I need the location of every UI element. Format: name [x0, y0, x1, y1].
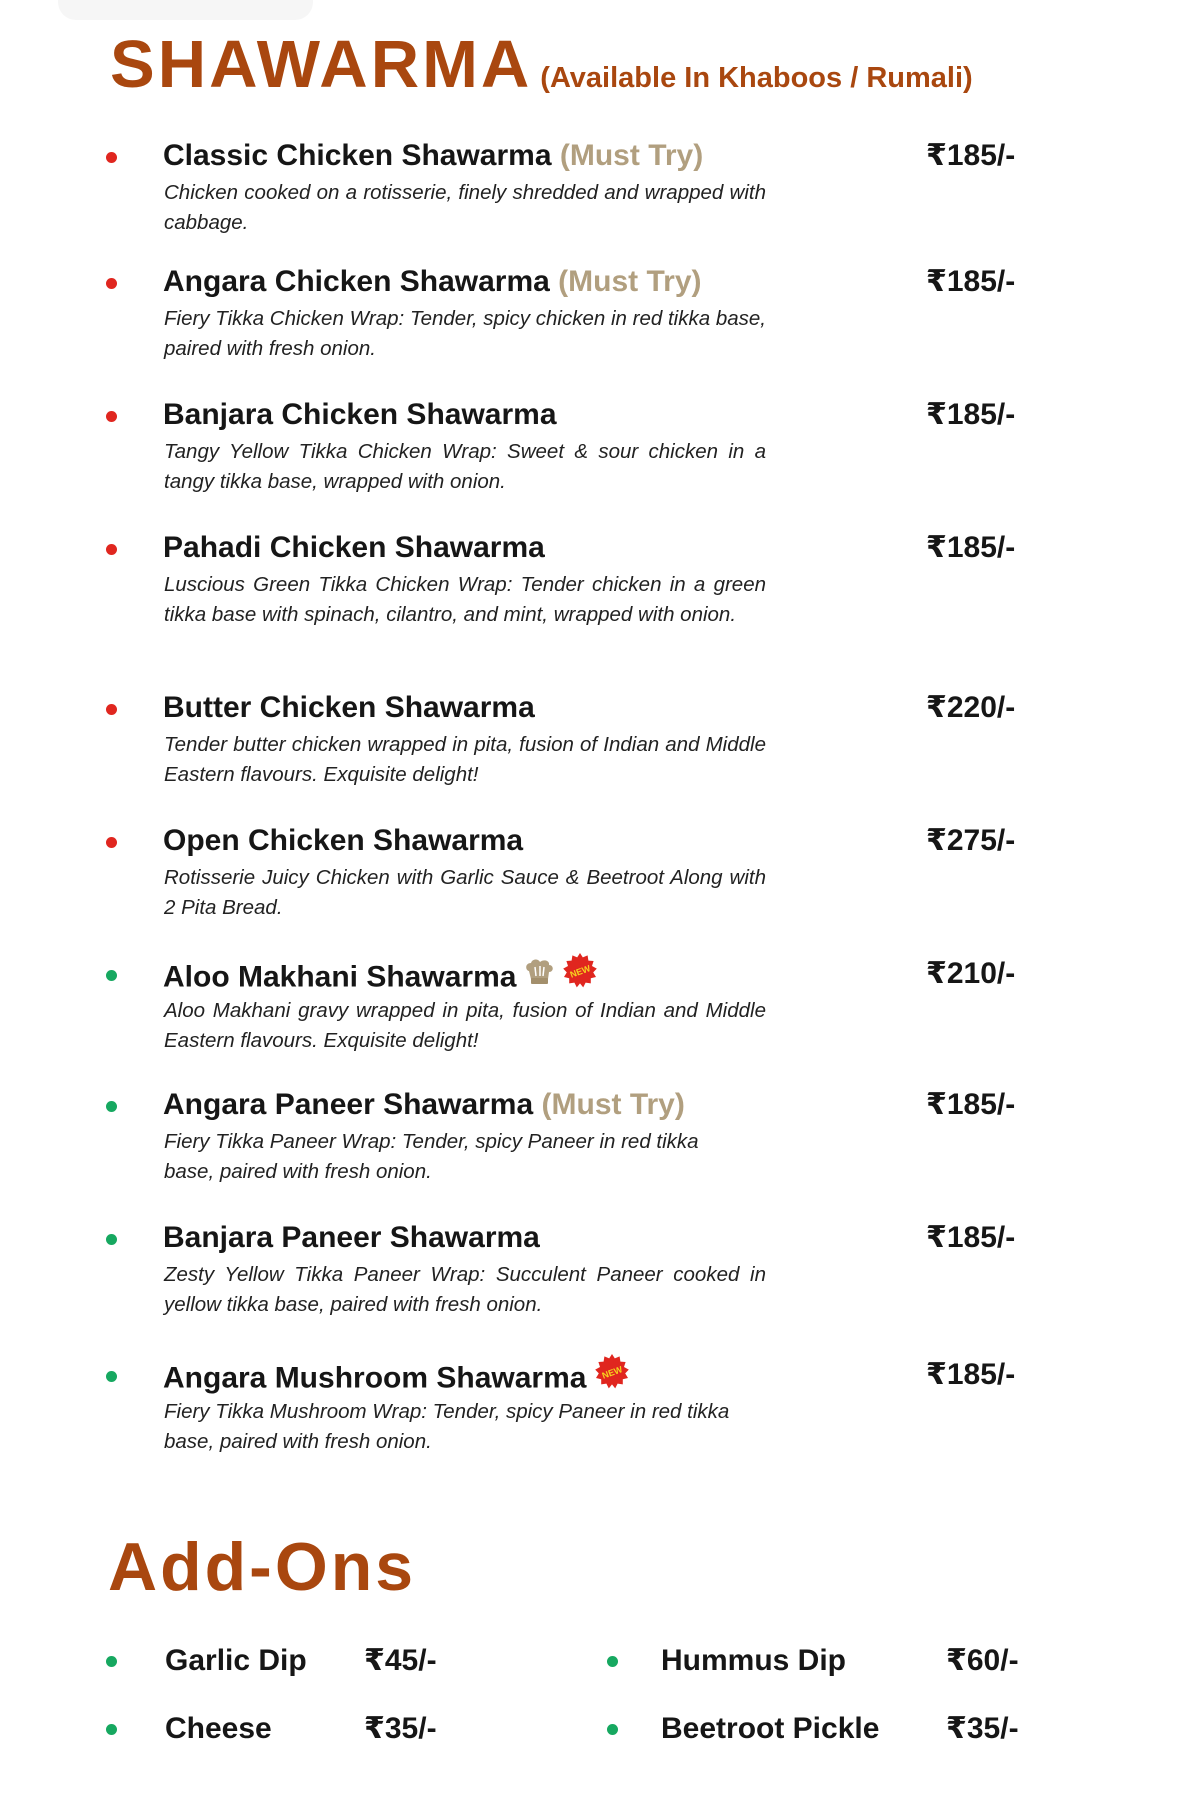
- veg-bullet-icon: [607, 1656, 618, 1667]
- section-subtitle: (Available In Khaboos / Rumali): [540, 62, 973, 94]
- item-price: ₹185/-: [926, 531, 1016, 564]
- svg-text:NEW: NEW: [601, 1364, 625, 1381]
- new-badge-icon: [562, 953, 598, 998]
- veg-bullet-icon: [607, 1724, 618, 1735]
- item-description: Chicken cooked on a rotisserie, finely shredded and wrapped with cabbage.: [164, 181, 766, 234]
- nonveg-bullet-icon: [106, 544, 117, 555]
- nonveg-bullet-icon: [106, 837, 117, 848]
- item-price: ₹210/-: [926, 957, 1016, 990]
- svg-text:NEW: NEW: [569, 963, 593, 980]
- item-description: Fiery Tikka Paneer Wrap: Tender, spicy Paneer in red tikka base, paired with fresh onion.: [164, 1130, 699, 1183]
- section-title: SHAWARMA: [110, 27, 533, 102]
- item-name: Classic Chicken Shawarma: [163, 139, 552, 172]
- item-name: Banjara Chicken Shawarma: [163, 398, 557, 431]
- item-name: Angara Chicken Shawarma: [163, 265, 550, 298]
- item-name: Angara Mushroom Shawarma: [163, 1361, 587, 1395]
- item-price: ₹185/-: [926, 1358, 1016, 1391]
- addon-name: Beetroot Pickle: [661, 1712, 880, 1745]
- nonveg-bullet-icon: [106, 411, 117, 422]
- addon-price: ₹60/-: [946, 1644, 1019, 1677]
- item-price: ₹185/-: [926, 139, 1016, 172]
- item-description: Zesty Yellow Tikka Paneer Wrap: Succulent Paneer cooked in yellow tikka base, paired with fresh onion.: [164, 1263, 766, 1316]
- must-try-tag: (Must Try): [541, 1088, 685, 1121]
- item-title: [163, 690, 535, 726]
- item-description: Aloo Makhani gravy wrapped in pita, fusion of Indian and Middle Eastern flavours. Exquisite delight!: [164, 999, 766, 1052]
- addon-item: [0, 1643, 1200, 1679]
- item-description: Fiery Tikka Chicken Wrap: Tender, spicy chicken in red tikka base, paired with fresh onion.: [164, 307, 766, 360]
- item-title: [163, 1220, 540, 1256]
- item-title: [163, 397, 557, 433]
- addon-price: ₹45/-: [364, 1644, 437, 1677]
- nonveg-bullet-icon: [106, 704, 117, 715]
- item-name: Aloo Makhani Shawarma: [163, 960, 517, 994]
- new-badge-icon: [594, 1354, 630, 1399]
- item-price: ₹185/-: [926, 1088, 1016, 1121]
- item-description: Fiery Tikka Mushroom Wrap: Tender, spicy Paneer in red tikka base, paired with fresh onion.: [164, 1400, 730, 1453]
- item-title: [163, 1357, 630, 1402]
- veg-bullet-icon: [106, 1234, 117, 1245]
- item-name: Pahadi Chicken Shawarma: [163, 531, 545, 564]
- must-try-tag: (Must Try): [558, 265, 702, 298]
- item-price: ₹185/-: [926, 265, 1016, 298]
- item-title: [163, 530, 545, 566]
- item-title: [163, 956, 598, 1001]
- item-price: ₹185/-: [926, 1221, 1016, 1254]
- addon-name: Cheese: [165, 1712, 272, 1745]
- item-description: Luscious Green Tikka Chicken Wrap: Tender chicken in a green tikka base with spinach, cilantro, and mint, wrapped with onion.: [164, 573, 766, 626]
- section-heading: [110, 26, 973, 103]
- item-name: Angara Paneer Shawarma: [163, 1088, 534, 1121]
- must-try-tag: (Must Try): [559, 139, 704, 172]
- veg-bullet-icon: [106, 1101, 117, 1112]
- addon-name: Garlic Dip: [165, 1644, 307, 1677]
- veg-bullet-icon: [106, 970, 117, 981]
- item-description: Tangy Yellow Tikka Chicken Wrap: Sweet & sour chicken in a tangy tikka base, wrapped with onion.: [164, 440, 766, 493]
- item-description: Rotisserie Juicy Chicken with Garlic Sauce & Beetroot Along with 2 Pita Bread.: [164, 866, 766, 919]
- item-price: ₹220/-: [926, 691, 1016, 724]
- item-title: [163, 1087, 685, 1123]
- item-title: [163, 823, 523, 859]
- top-rounded-bar: [58, 0, 313, 20]
- addons-heading: Add-Ons: [108, 1529, 417, 1605]
- item-price: ₹185/-: [926, 398, 1016, 431]
- addon-name: Hummus Dip: [661, 1644, 847, 1677]
- item-price: ₹275/-: [926, 824, 1016, 857]
- veg-bullet-icon: [106, 1371, 117, 1382]
- item-name: Butter Chicken Shawarma: [163, 691, 535, 724]
- addon-item: [0, 1711, 1200, 1747]
- item-title: [163, 264, 702, 300]
- addon-price: ₹35/-: [946, 1712, 1019, 1745]
- nonveg-bullet-icon: [106, 278, 117, 289]
- item-title: [163, 138, 703, 174]
- item-description: Tender butter chicken wrapped in pita, fusion of Indian and Middle Eastern flavours. Exquisite delight!: [164, 733, 766, 786]
- item-name: Open Chicken Shawarma: [163, 824, 524, 857]
- chef-hat-icon: [524, 958, 554, 994]
- addon-price: ₹35/-: [364, 1712, 437, 1745]
- nonveg-bullet-icon: [106, 152, 117, 163]
- item-name: Banjara Paneer Shawarma: [163, 1221, 540, 1254]
